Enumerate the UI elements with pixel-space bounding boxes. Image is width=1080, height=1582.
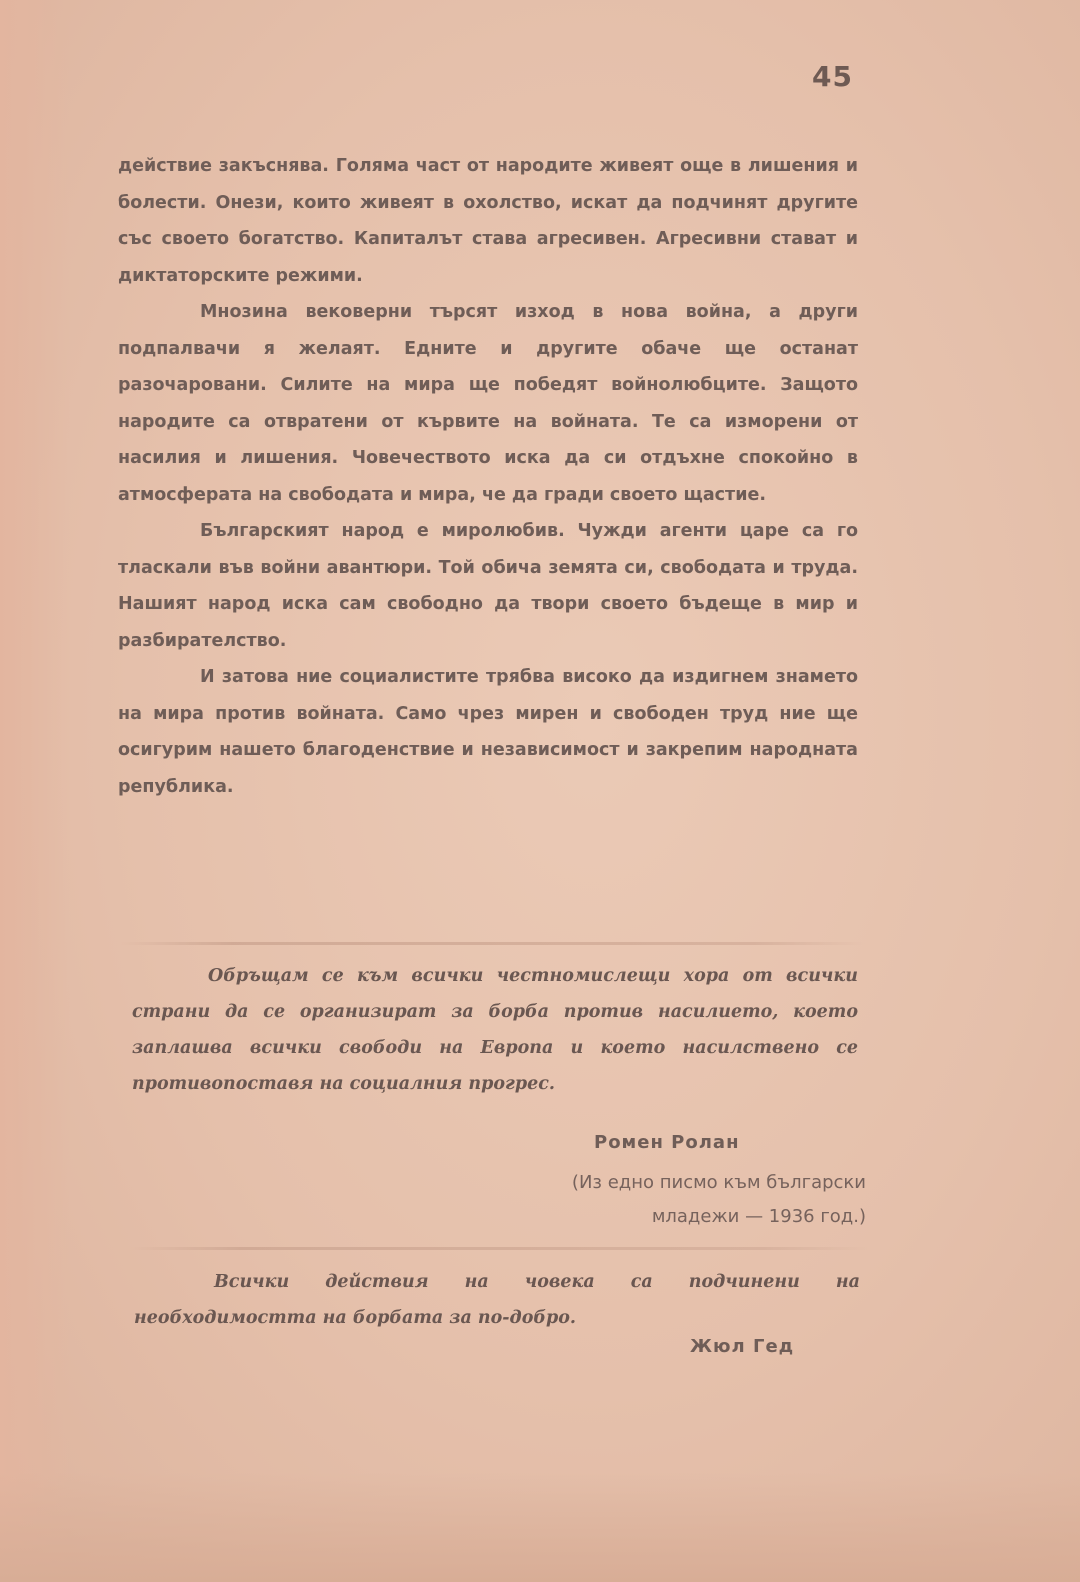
quote-rolland <box>132 958 858 1102</box>
page-number: 45 <box>812 60 853 93</box>
quote-text: Обръщам се към всички честномислещи хора от всички страни да се организират за борба против насилието, което заплашва всички свободи на Европа и което насилствено се противопоставя на социалния прогрес. <box>132 966 858 1094</box>
quote-author: Ромен Ролан <box>594 1132 740 1153</box>
divider <box>120 942 865 945</box>
quote-author: Жюл Гед <box>690 1336 795 1357</box>
body-text <box>118 148 858 805</box>
quote-guesde <box>134 1264 860 1336</box>
quote-text: Всички действия на човека са подчинени на необходимостта на борбата за по-добро. <box>134 1272 860 1328</box>
paragraph: И затова ние социалистите трябва високо да издигнем знамето на мира против войната. Само чрез мирен и свободен труд ние ще осигурим нашето благоденствие и независимост и закрепим народната република. <box>118 667 858 797</box>
paragraph: действие закъснява. Голяма част от народите живеят още в лишения и болести. Онези, които живеят в охолство, искат да подчинят другите със своето богатство. Капиталът става агресивен. Агресивни стават и диктаторските режими. <box>118 156 858 286</box>
page-edge-shadow <box>0 0 70 1582</box>
quote-source: (Из едно писмо към български младежи — 1936 год.) <box>571 1172 866 1227</box>
paragraph: Мнозина вековерни търсят изход в нова война, а други подпалвачи я желаят. Едните и другите обаче ще останат разочаровани. Силите на мира ще победят войнолюбците. Защото народите са отвратени от кървите на войната. Те са изморени от насилия и лишения. Човечеството иска да си отдъхне спокойно в атмосферата на свободата и мира, че да гради своето щастие. <box>118 302 858 505</box>
divider <box>130 1247 870 1250</box>
paragraph: Българският народ е миролюбив. Чужди агенти царе са го тласкали във войни авантюри. Той обича земята си, свободата и труда. Нашият народ иска сам свободно да твори своето бъдеще в мир и разбирателство. <box>118 521 858 651</box>
page-bottom-shadow <box>0 1472 1080 1582</box>
